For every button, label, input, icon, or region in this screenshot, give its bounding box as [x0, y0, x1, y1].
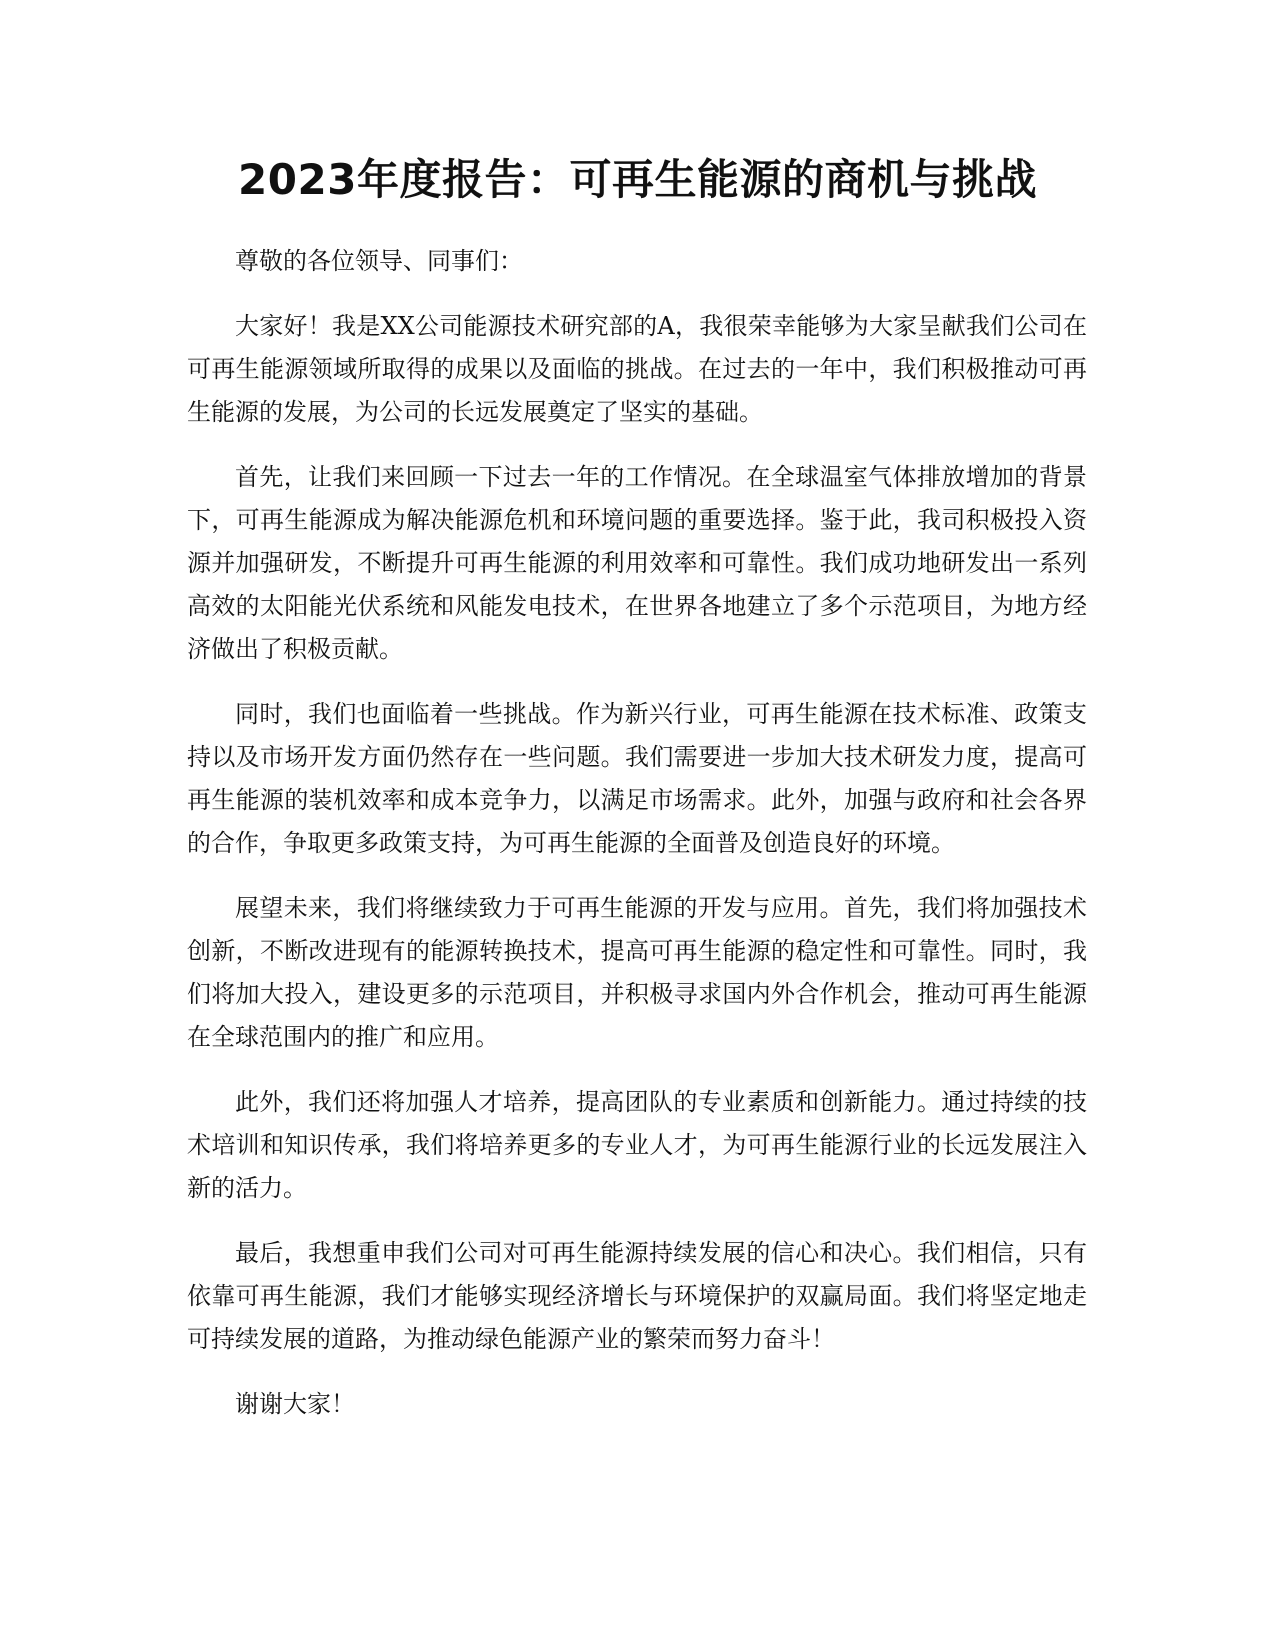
paragraph-conclusion: 最后，我想重申我们公司对可再生能源持续发展的信心和决心。我们相信，只有依靠可再生能源，我们才能够实现经济增长与环境保护的双赢局面。我们将坚定地走可持续发展的道路，为推动绿色能源产业的繁荣而努力奋斗！ — [187, 1239, 1087, 1353]
greeting: 尊敬的各位领导、同事们： — [235, 247, 523, 275]
paragraph-talent: 此外，我们还将加强人才培养，提高团队的专业素质和创新能力。通过持续的技术培训和知识传承，我们将培养更多的专业人才，为可再生能源行业的长远发展注入新的活力。 — [187, 1088, 1087, 1202]
paragraph-outlook: 展望未来，我们将继续致力于可再生能源的开发与应用。首先，我们将加强技术创新，不断改进现有的能源转换技术，提高可再生能源的稳定性和可靠性。同时，我们将加大投入，建设更多的示范项目，并积极寻求国内外合作机会，推动可再生能源在全球范围内的推广和应用。 — [187, 894, 1087, 1051]
document-body — [187, 240, 1087, 1448]
closing: 谢谢大家！ — [235, 1390, 355, 1418]
paragraph-review: 首先，让我们来回顾一下过去一年的工作情况。在全球温室气体排放增加的背景下，可再生能源成为解决能源危机和环境问题的重要选择。鉴于此，我司积极投入资源并加强研发，不断提升可再生能源的利用效率和可靠性。我们成功地研发出一系列高效的太阳能光伏系统和风能发电技术，在世界各地建立了多个示范项目，为地方经济做出了积极贡献。 — [187, 463, 1087, 663]
paragraph-challenges: 同时，我们也面临着一些挑战。作为新兴行业，可再生能源在技术标准、政策支持以及市场开发方面仍然存在一些问题。我们需要进一步加大技术研发力度，提高可再生能源的装机效率和成本竞争力，以满足市场需求。此外，加强与政府和社会各界的合作，争取更多政策支持，为可再生能源的全面普及创造良好的环境。 — [187, 700, 1087, 857]
paragraph-introduction: 大家好！我是XX公司能源技术研究部的A，我很荣幸能够为大家呈献我们公司在可再生能源领域所取得的成果以及面临的挑战。在过去的一年中，我们积极推动可再生能源的发展，为公司的长远发展奠定了坚实的基础。 — [187, 312, 1087, 426]
document-title: 2023年度报告：可再生能源的商机与挑战 — [238, 155, 1037, 204]
